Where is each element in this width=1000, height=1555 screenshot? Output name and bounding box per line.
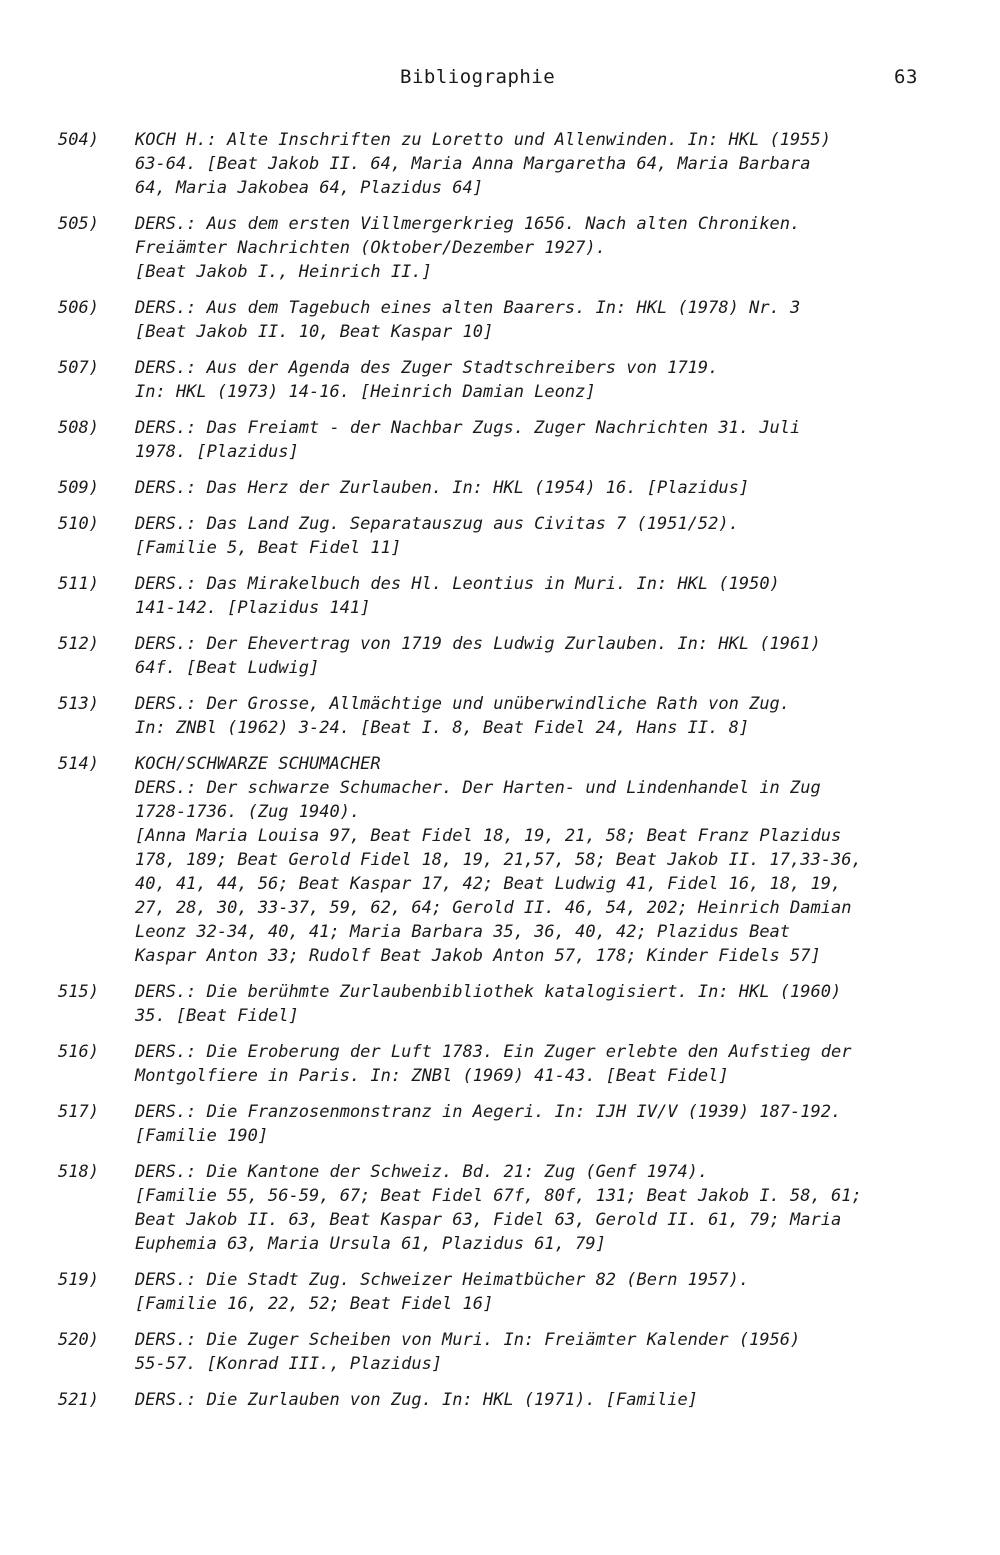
entry-line: DERS.: Das Herz der Zurlauben. In: HKL (1954) 16. [Plazidus] <box>135 478 750 498</box>
page-header <box>0 66 1000 98</box>
entry-line: [Familie 190] <box>135 1126 269 1146</box>
entry-line: [Familie 5, Beat Fidel 11] <box>135 538 402 558</box>
entry-line: [Beat Jakob II. 10, Beat Kaspar 10] <box>135 322 494 342</box>
entry-text <box>135 1388 945 1412</box>
entry-line: DERS.: Die Zuger Scheiben von Muri. In: Freiämter Kalender (1956) <box>135 1330 801 1350</box>
bibliography-entry <box>0 1388 1000 1412</box>
entry-number: 514) <box>58 754 99 774</box>
entry-line: DERS.: Der schwarze Schumacher. Der Harten- und Lindenhandel in Zug <box>135 778 821 798</box>
entry-text <box>135 476 945 500</box>
entry-number: 519) <box>58 1270 99 1290</box>
entry-number: 507) <box>58 358 99 378</box>
entry-number: 515) <box>58 982 99 1002</box>
entry-line: Leonz 32-34, 40, 41; Maria Barbara 35, 36, 40, 42; Plazidus Beat <box>135 922 791 942</box>
bibliography-entry <box>0 356 1000 404</box>
entry-line: 55-57. [Konrad III., Plazidus] <box>135 1354 443 1374</box>
entry-line: Beat Jakob II. 63, Beat Kaspar 63, Fidel 63, Gerold II. 61, 79; Maria <box>135 1210 842 1230</box>
entry-line: [Familie 16, 22, 52; Beat Fidel 16] <box>135 1294 494 1314</box>
bibliography-entry <box>0 692 1000 740</box>
bibliography-entry <box>0 512 1000 560</box>
entry-line: KOCH/SCHWARZE SCHUMACHER <box>135 754 381 774</box>
entry-line: DERS.: Das Land Zug. Separatauszug aus Civitas 7 (1951/52). <box>135 514 739 534</box>
entry-line: DERS.: Aus dem ersten Villmergerkrieg 1656. Nach alten Chroniken. <box>135 214 801 234</box>
entry-text <box>135 512 945 560</box>
entry-line: 178, 189; Beat Gerold Fidel 18, 19, 21,57, 58; Beat Jakob II. 17,33-36, <box>135 850 862 870</box>
entry-text <box>135 752 945 968</box>
entry-line: In: HKL (1973) 14-16. [Heinrich Damian Leonz] <box>135 382 596 402</box>
entry-line: DERS.: Der Ehevertrag von 1719 des Ludwig Zurlauben. In: HKL (1961) <box>135 634 821 654</box>
bibliography-entry <box>0 1160 1000 1256</box>
entry-line: DERS.: Die berühmte Zurlaubenbibliothek katalogisiert. In: HKL (1960) <box>135 982 842 1002</box>
bibliography-entry <box>0 128 1000 200</box>
entry-line: Montgolfiere in Paris. In: ZNBl (1969) 41-43. [Beat Fidel] <box>135 1066 729 1086</box>
bibliography-list <box>0 128 1000 1424</box>
entry-line: 40, 41, 44, 56; Beat Kaspar 17, 42; Beat Ludwig 41, Fidel 16, 18, 19, <box>135 874 842 894</box>
entry-line: DERS.: Die Zurlauben von Zug. In: HKL (1971). [Familie] <box>135 1390 698 1410</box>
bibliography-entry <box>0 212 1000 284</box>
entry-text <box>135 1040 945 1088</box>
entry-text <box>135 128 945 200</box>
entry-number: 510) <box>58 514 99 534</box>
bibliography-entry <box>0 632 1000 680</box>
entry-line: 63-64. [Beat Jakob II. 64, Maria Anna Margaretha 64, Maria Barbara <box>135 154 811 174</box>
entry-text <box>135 1268 945 1316</box>
entry-text <box>135 212 945 284</box>
entry-text <box>135 1160 945 1256</box>
entry-number: 506) <box>58 298 99 318</box>
entry-line: [Beat Jakob I., Heinrich II.] <box>135 262 432 282</box>
entry-number: 521) <box>58 1390 99 1410</box>
bibliography-entry <box>0 1268 1000 1316</box>
entry-text <box>135 632 945 680</box>
bibliography-entry <box>0 416 1000 464</box>
entry-text <box>135 692 945 740</box>
entry-text <box>135 356 945 404</box>
entry-line: [Anna Maria Louisa 97, Beat Fidel 18, 19, 21, 58; Beat Franz Plazidus <box>135 826 842 846</box>
bibliography-entry <box>0 476 1000 500</box>
page-number: 63 <box>894 66 918 88</box>
entry-line: Kaspar Anton 33; Rudolf Beat Jakob Anton 57, 178; Kinder Fidels 57] <box>135 946 821 966</box>
entry-number: 516) <box>58 1042 99 1062</box>
entry-number: 508) <box>58 418 99 438</box>
entry-text <box>135 296 945 344</box>
entry-line: [Familie 55, 56-59, 67; Beat Fidel 67f, 80f, 131; Beat Jakob I. 58, 61; <box>135 1186 862 1206</box>
entry-line: DERS.: Die Kantone der Schweiz. Bd. 21: Zug (Genf 1974). <box>135 1162 709 1182</box>
entry-number: 512) <box>58 634 99 654</box>
entry-line: DERS.: Die Stadt Zug. Schweizer Heimatbücher 82 (Bern 1957). <box>135 1270 750 1290</box>
entry-line: In: ZNBl (1962) 3-24. [Beat I. 8, Beat Fidel 24, Hans II. 8] <box>135 718 750 738</box>
running-title: Bibliographie <box>400 66 556 88</box>
entry-number: 509) <box>58 478 99 498</box>
entry-line: 141-142. [Plazidus 141] <box>135 598 371 618</box>
entry-line: DERS.: Der Grosse, Allmächtige und unüberwindliche Rath von Zug. <box>135 694 791 714</box>
bibliography-entry <box>0 296 1000 344</box>
entry-line: DERS.: Die Eroberung der Luft 1783. Ein Zuger erlebte den Aufstieg der <box>135 1042 852 1062</box>
entry-line: DERS.: Aus der Agenda des Zuger Stadtschreibers von 1719. <box>135 358 719 378</box>
bibliography-entry <box>0 572 1000 620</box>
bibliography-entry <box>0 980 1000 1028</box>
entry-number: 517) <box>58 1102 99 1122</box>
bibliography-entry <box>0 1040 1000 1088</box>
entry-number: 518) <box>58 1162 99 1182</box>
entry-line: Freiämter Nachrichten (Oktober/Dezember 1927). <box>135 238 606 258</box>
entry-line: Euphemia 63, Maria Ursula 61, Plazidus 61, 79] <box>135 1234 606 1254</box>
entry-number: 520) <box>58 1330 99 1350</box>
entry-number: 511) <box>58 574 99 594</box>
entry-text <box>135 980 945 1028</box>
bibliography-entry <box>0 752 1000 968</box>
entry-number: 513) <box>58 694 99 714</box>
entry-line: DERS.: Aus dem Tagebuch eines alten Baarers. In: HKL (1978) Nr. 3 <box>135 298 801 318</box>
entry-line: 27, 28, 30, 33-37, 59, 62, 64; Gerold II. 46, 54, 202; Heinrich Damian <box>135 898 852 918</box>
entry-line: KOCH H.: Alte Inschriften zu Loretto und Allenwinden. In: HKL (1955) <box>135 130 831 150</box>
entry-text <box>135 572 945 620</box>
entry-text <box>135 1100 945 1148</box>
bibliography-entry <box>0 1328 1000 1376</box>
entry-line: 64f. [Beat Ludwig] <box>135 658 320 678</box>
entry-line: 64, Maria Jakobea 64, Plazidus 64] <box>135 178 483 198</box>
entry-line: 1978. [Plazidus] <box>135 442 299 462</box>
entry-number: 505) <box>58 214 99 234</box>
entry-line: DERS.: Das Freiamt - der Nachbar Zugs. Zuger Nachrichten 31. Juli <box>135 418 801 438</box>
entry-line: DERS.: Das Mirakelbuch des Hl. Leontius in Muri. In: HKL (1950) <box>135 574 780 594</box>
entry-line: 35. [Beat Fidel] <box>135 1006 299 1026</box>
entry-line: DERS.: Die Franzosenmonstranz in Aegeri. In: IJH IV/V (1939) 187-192. <box>135 1102 842 1122</box>
entry-text <box>135 1328 945 1376</box>
bibliography-entry <box>0 1100 1000 1148</box>
entry-number: 504) <box>58 130 99 150</box>
entry-text <box>135 416 945 464</box>
entry-line: 1728-1736. (Zug 1940). <box>135 802 361 822</box>
